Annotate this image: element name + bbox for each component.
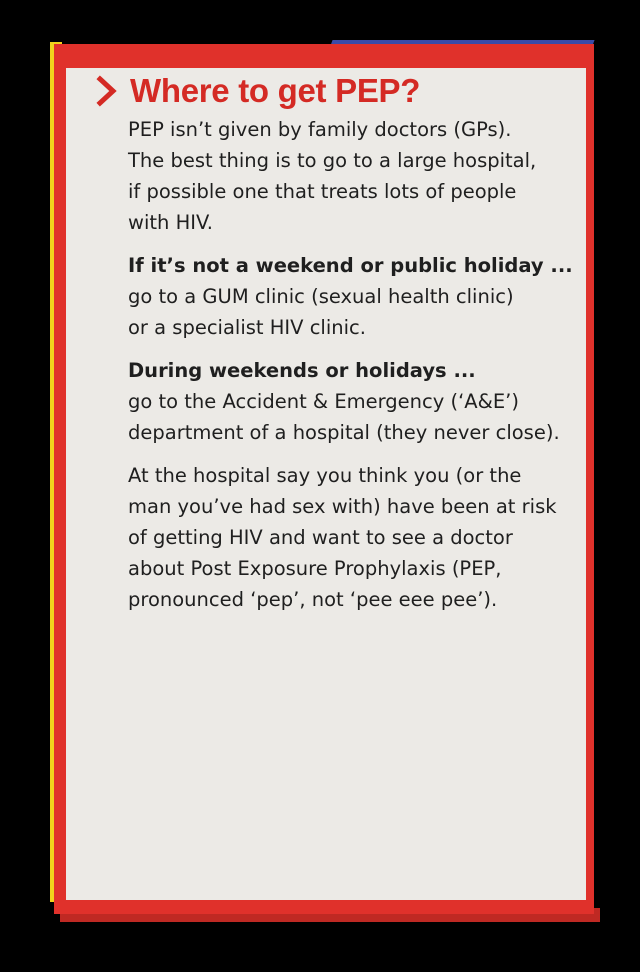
weekday-paragraph <box>128 250 573 343</box>
weekend-lead: During weekends or holidays ... <box>128 359 476 382</box>
weekend-paragraph <box>128 355 573 448</box>
text-line: about Post Exposure Prophylaxis (PEP, <box>128 557 502 580</box>
text-line: go to a GUM clinic (sexual health clinic) <box>128 285 514 308</box>
heading-title: Where to get PEP? <box>130 72 421 109</box>
weekday-lead: If it’s not a weekend or public holiday ... <box>128 254 573 277</box>
text-line: department of a hospital (they never close). <box>128 421 560 444</box>
text-line: or a specialist HIV clinic. <box>128 316 366 339</box>
text-line: man you’ve had sex with) have been at risk <box>128 495 557 518</box>
body-copy <box>128 114 573 627</box>
text-line: The best thing is to go to a large hospital, <box>128 149 537 172</box>
text-line: go to the Accident & Emergency (‘A&E’) <box>128 390 519 413</box>
text-line: pronounced ‘pep’, not ‘pee eee pee’). <box>128 588 498 611</box>
chevron-right-icon <box>96 74 118 108</box>
text-line: PEP isn’t given by family doctors (GPs). <box>128 118 512 141</box>
text-line: with HIV. <box>128 211 214 234</box>
intro-paragraph <box>128 114 573 238</box>
text-line: of getting HIV and want to see a doctor <box>128 526 513 549</box>
text-line: if possible one that treats lots of people <box>128 180 517 203</box>
hospital-paragraph <box>128 460 573 615</box>
section-heading <box>96 72 420 110</box>
text-line: At the hospital say you think you (or the <box>128 464 522 487</box>
